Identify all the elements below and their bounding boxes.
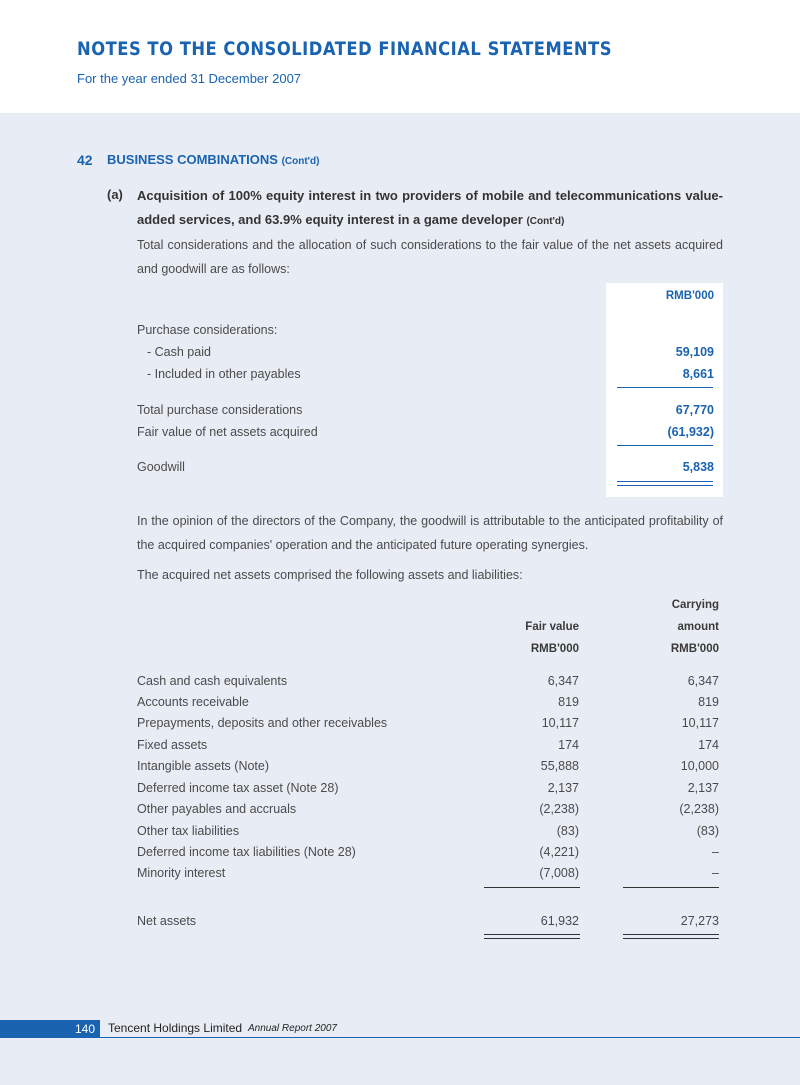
section-contd: (Cont'd) [281, 156, 320, 167]
carrying-header-line2: amount [677, 621, 719, 633]
section-title-text: BUSINESS COMBINATIONS [107, 152, 278, 167]
table-row-carrying: – [712, 866, 719, 880]
fair-value-unit: RMB'000 [530, 643, 579, 655]
table-row-carrying: 10,000 [680, 759, 719, 773]
purchase-considerations-label: Purchase considerations: [137, 323, 278, 337]
table-row-fair-value: 6,347 [547, 674, 579, 688]
goodwill-value: 5,838 [682, 460, 714, 474]
table1-unit-header: RMB'000 [665, 290, 714, 302]
goodwill-label: Goodwill [137, 460, 185, 474]
page-header [0, 0, 800, 113]
table-row-label: Other payables and accruals [137, 802, 297, 816]
goodwill-double-rule-top [617, 481, 713, 482]
goodwill-double-rule-bottom [617, 485, 713, 486]
page-number: 140 [0, 1020, 100, 1038]
table-row-fair-value: 55,888 [540, 759, 579, 773]
carrying-unit: RMB'000 [670, 643, 719, 655]
table-row-label: Other tax liabilities [137, 824, 240, 838]
table-row-label: Deferred income tax asset (Note 28) [137, 781, 339, 795]
subtotal-rule [617, 387, 713, 388]
total-considerations-value: 67,770 [675, 403, 714, 417]
table-row-fair-value: 10,117 [541, 716, 579, 730]
page-title: NOTES TO THE CONSOLIDATED FINANCIAL STATEMENTS [77, 38, 613, 60]
fair-value-double-rule-bottom [484, 938, 580, 939]
net-assets-fair-value: 61,932 [540, 914, 579, 928]
table-row-fair-value: (4,221) [539, 845, 579, 859]
table-row-label: Cash and cash equivalents [137, 674, 288, 688]
fair-value-header: Fair value [525, 621, 579, 633]
carrying-header-line1: Carrying [671, 599, 719, 611]
table-row-label: Minority interest [137, 866, 226, 880]
table-row-fair-value: (83) [556, 824, 579, 838]
fair-value-subtotal-rule [484, 887, 580, 888]
table-row-carrying: – [712, 845, 719, 859]
table-row-fair-value: 2,137 [547, 781, 579, 795]
cash-paid-label: - Cash paid [147, 345, 211, 359]
subsection-letter: (a) [107, 187, 123, 202]
footer-company: Tencent Holdings Limited [108, 1021, 243, 1035]
section-title [107, 152, 319, 167]
total-considerations-label: Total purchase considerations [137, 403, 303, 417]
subsection-title [137, 184, 723, 234]
subsection-contd: (Cont'd) [526, 216, 565, 227]
opinion-paragraph: In the opinion of the directors of the Company, the goodwill is attributable to the anticipated profitability of the acquired companies' operation and the anticipated future operating synergies. [137, 514, 723, 552]
other-payables-label: - Included in other payables [147, 367, 301, 381]
table-row-fair-value: (2,238) [539, 802, 579, 816]
fair-value-net-assets-value: (61,932) [667, 425, 714, 439]
table-row-carrying: 10,117 [681, 716, 719, 730]
fair-value-net-assets-label: Fair value of net assets acquired [137, 425, 318, 439]
table-row-carrying: 819 [698, 695, 719, 709]
acquired-paragraph: The acquired net assets comprised the following assets and liabilities: [137, 568, 523, 582]
cash-paid-value: 59,109 [675, 345, 714, 359]
table-row-carrying: (83) [696, 824, 719, 838]
section-number: 42 [77, 152, 93, 168]
table-row-fair-value: 819 [558, 695, 579, 709]
table-row-fair-value: (7,008) [539, 866, 579, 880]
other-payables-value: 8,661 [682, 367, 714, 381]
table-row-label: Deferred income tax liabilities (Note 28) [137, 845, 356, 859]
net-assets-label: Net assets [137, 914, 197, 928]
table-row-carrying: 2,137 [687, 781, 719, 795]
table-row-label: Prepayments, deposits and other receivables [137, 716, 388, 730]
table-row-carrying: 174 [698, 738, 719, 752]
table-row-carrying: (2,238) [679, 802, 719, 816]
footer-report: Annual Report 2007 [248, 1023, 337, 1034]
net-assets-carrying: 27,273 [680, 914, 719, 928]
table-row-fair-value: 174 [558, 738, 579, 752]
table-row-label: Fixed assets [137, 738, 208, 752]
intro-paragraph: Total considerations and the allocation of such considerations to the fair value of the net assets acquired and goodwill are as follows: [137, 238, 723, 276]
page-subtitle: For the year ended 31 December 2007 [77, 71, 302, 86]
carrying-double-rule-bottom [623, 938, 719, 939]
table-row-label: Intangible assets (Note) [137, 759, 270, 773]
subsection-title-text: Acquisition of 100% equity interest in two providers of mobile and telecommunications value-added services, and 63.9% equity interest in a game developer [137, 188, 723, 227]
carrying-subtotal-rule [623, 887, 719, 888]
footer-rule [0, 1037, 800, 1038]
before-goodwill-rule [617, 445, 713, 446]
table-row-label: Accounts receivable [137, 695, 249, 709]
fair-value-double-rule-top [484, 934, 580, 935]
carrying-double-rule-top [623, 934, 719, 935]
table-row-carrying: 6,347 [687, 674, 719, 688]
